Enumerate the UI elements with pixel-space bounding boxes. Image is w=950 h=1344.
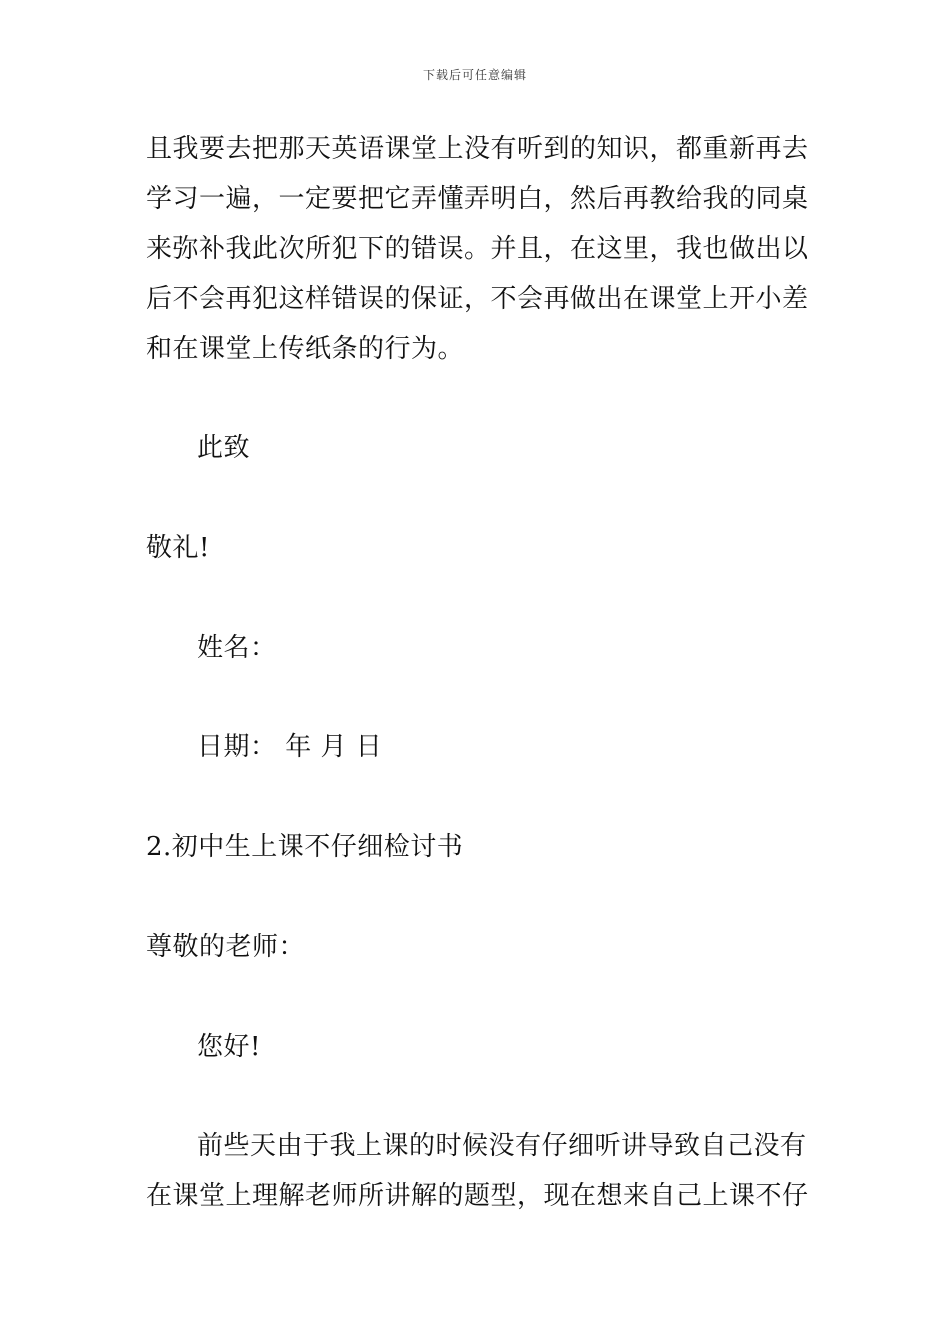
greeting-text: 尊敬的老师： bbox=[146, 932, 306, 962]
section-title: 2.初中生上课不仔细检讨书 bbox=[146, 832, 464, 862]
name-label: 姓名： bbox=[197, 633, 277, 663]
paragraph-line: 且我要去把那天英语课堂上没有听到的知识，都重新再去 bbox=[146, 134, 809, 164]
date-label: 日期： 年 月 日 bbox=[197, 732, 383, 762]
salute-text: 敬礼! bbox=[146, 533, 210, 563]
header-note: 下载后可任意编辑 bbox=[422, 68, 527, 82]
paragraph-line: 后不会再犯这样错误的保证，不会再做出在课堂上开小差 bbox=[146, 284, 809, 314]
paragraph-line: 来弥补我此次所犯下的错误。并且，在这里，我也做出以 bbox=[146, 234, 809, 264]
paragraph-line: 前些天由于我上课的时候没有仔细听讲导致自己没有 bbox=[197, 1131, 807, 1161]
hello-text: 您好! bbox=[197, 1032, 261, 1062]
paragraph-line: 和在课堂上传纸条的行为。 bbox=[146, 334, 465, 364]
paragraph-line: 学习一遍，一定要把它弄懂弄明白，然后再教给我的同桌 bbox=[146, 184, 809, 214]
closing-text: 此致 bbox=[197, 433, 251, 463]
paragraph-line: 在课堂上理解老师所讲解的题型，现在想来自己上课不仔 bbox=[146, 1181, 809, 1211]
